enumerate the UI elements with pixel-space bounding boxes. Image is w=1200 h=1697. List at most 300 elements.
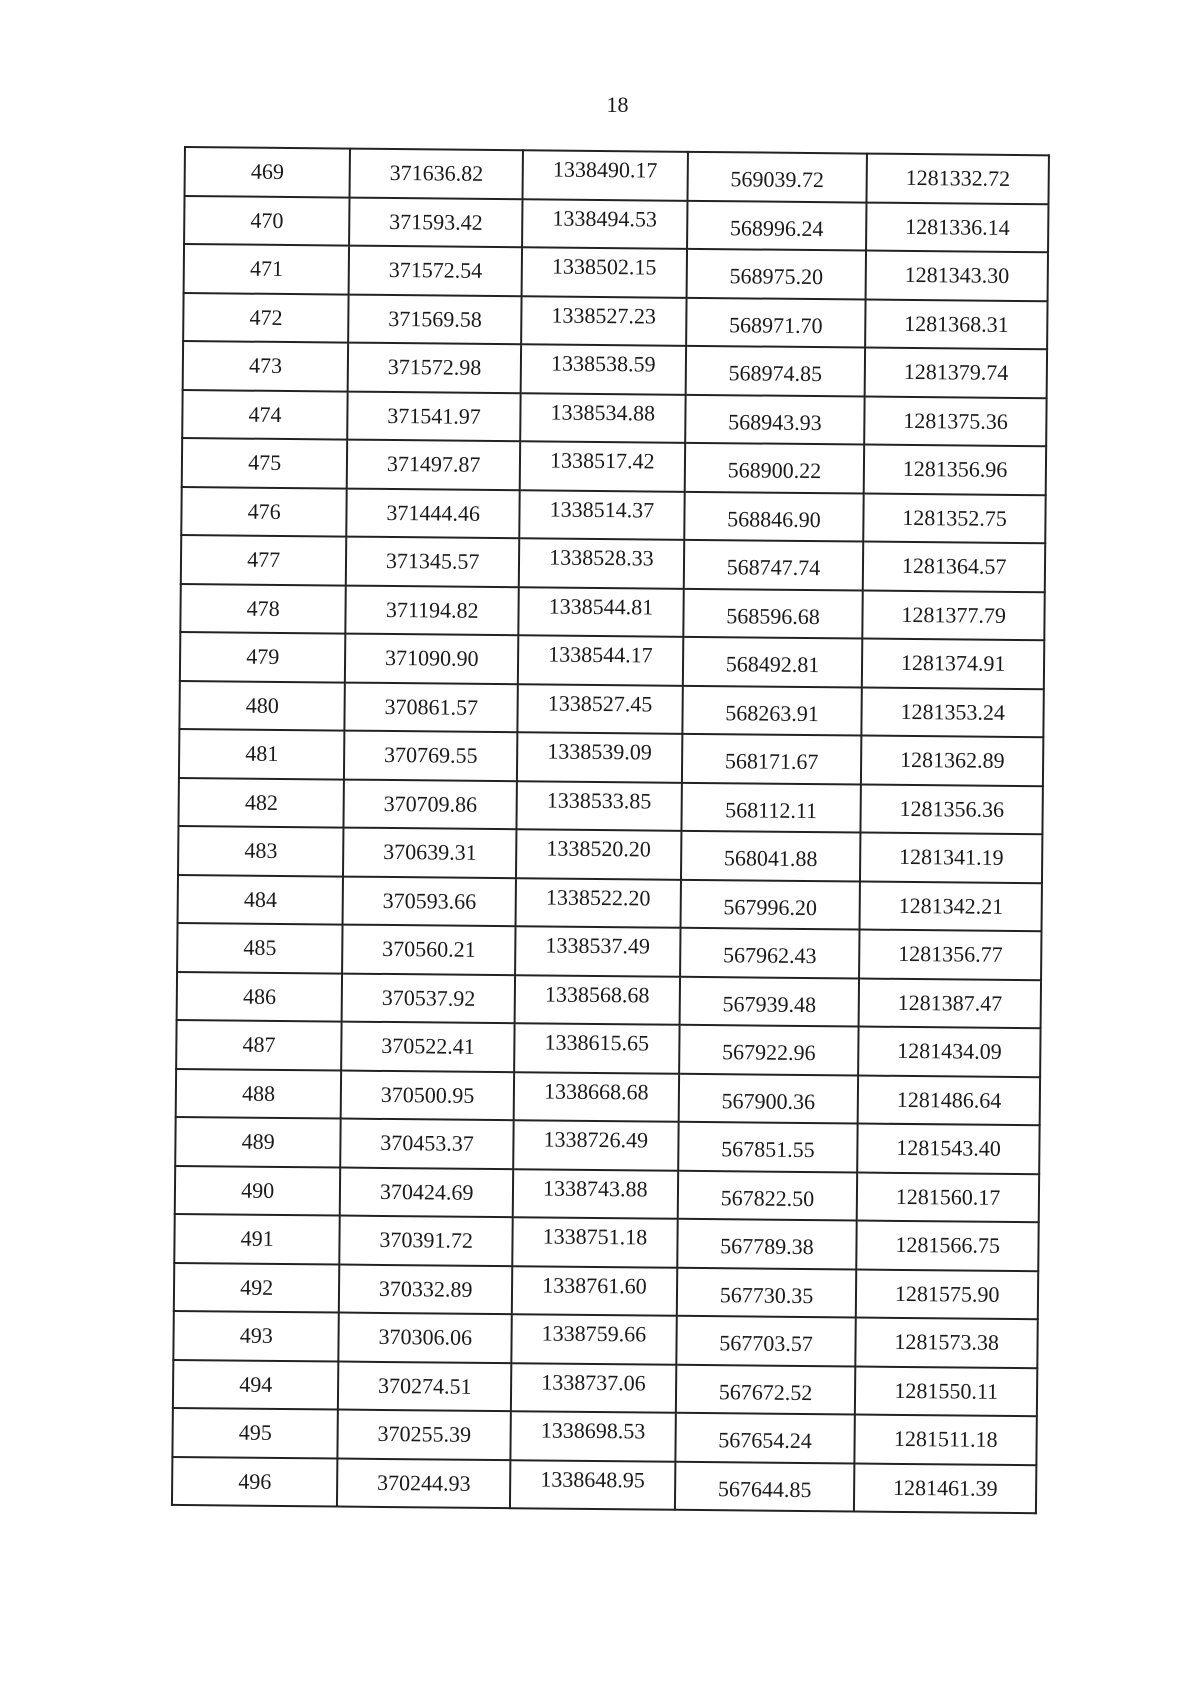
table-row <box>182 389 1046 446</box>
cell-value: 1338737.06 <box>541 1369 646 1396</box>
table-row <box>177 971 1041 1028</box>
cell-value: 1281375.36 <box>903 407 1008 434</box>
cell-value: 492 <box>240 1274 274 1300</box>
x-converted-cell <box>684 443 864 493</box>
cell-value: 568996.24 <box>729 214 824 241</box>
table-row <box>181 535 1045 592</box>
x-converted-cell <box>685 346 865 396</box>
cell-value: 490 <box>241 1177 275 1203</box>
table-row <box>185 147 1049 204</box>
x-converted-cell <box>677 1219 857 1269</box>
y-coordinate-cell <box>510 1460 675 1510</box>
cell-value: 1338668.68 <box>543 1078 649 1105</box>
cell-value: 1338533.85 <box>546 787 652 814</box>
cell-value: 567939.48 <box>722 990 817 1017</box>
table-row <box>179 680 1043 737</box>
cell-value: 1338539.09 <box>547 738 652 765</box>
cell-value: 567789.38 <box>720 1233 814 1260</box>
cell-value: 567822.50 <box>720 1184 815 1211</box>
y-converted-cell <box>865 299 1047 349</box>
table-row <box>178 874 1042 931</box>
cell-value: 1338568.68 <box>544 981 650 1008</box>
x-converted-cell <box>683 540 863 590</box>
cell-value: 474 <box>248 401 282 427</box>
cell-value: 371194.82 <box>385 596 479 623</box>
cell-value: 486 <box>242 983 277 1009</box>
x-converted-cell <box>678 1122 858 1172</box>
cell-value: 567922.96 <box>721 1039 816 1066</box>
cell-value: 370332.89 <box>378 1275 473 1302</box>
point-number-cell <box>184 196 350 246</box>
cell-value: 480 <box>245 692 279 718</box>
x-coordinate-cell <box>341 1119 514 1169</box>
x-converted-cell <box>679 976 859 1026</box>
table-row <box>172 1408 1036 1465</box>
cell-value: 1281362.89 <box>899 747 1005 774</box>
cell-value: 1281364.57 <box>901 553 1007 580</box>
x-coordinate-cell <box>341 1070 514 1120</box>
y-coordinate-cell <box>512 1217 677 1267</box>
y-coordinate-cell <box>518 587 683 637</box>
cell-value: 371593.42 <box>389 208 483 235</box>
x-coordinate-cell <box>345 682 518 732</box>
cell-value: 371541.97 <box>387 402 481 429</box>
y-coordinate-cell <box>516 781 681 831</box>
y-coordinate-cell <box>519 538 684 588</box>
table-row <box>179 729 1043 786</box>
cell-value: 1281575.90 <box>894 1280 1000 1307</box>
cell-value: 370709.86 <box>383 790 478 817</box>
y-converted-cell <box>864 493 1046 543</box>
table-row <box>174 1262 1038 1319</box>
cell-value: 469 <box>250 158 285 185</box>
cell-value: 371572.98 <box>387 354 482 381</box>
cell-value: 489 <box>241 1128 275 1155</box>
table-row <box>175 1117 1039 1174</box>
cell-value: 371572.54 <box>388 257 483 284</box>
point-number-cell <box>184 244 350 294</box>
point-number-cell <box>174 1262 340 1312</box>
y-converted-cell <box>862 639 1044 689</box>
cell-value: 371444.46 <box>386 499 481 526</box>
cell-value: 483 <box>244 837 278 864</box>
cell-value: 1338537.49 <box>545 932 651 959</box>
y-coordinate-cell <box>514 1023 679 1073</box>
y-converted-cell <box>861 784 1043 834</box>
y-coordinate-cell <box>518 635 683 685</box>
x-coordinate-cell <box>348 294 521 344</box>
cell-value: 475 <box>248 449 282 476</box>
cell-value: 1338726.49 <box>543 1126 649 1153</box>
cell-value: 1338743.88 <box>543 1175 648 1202</box>
y-converted-cell <box>860 881 1042 931</box>
cell-value: 1281352.75 <box>902 504 1007 531</box>
cell-value: 485 <box>243 934 277 961</box>
cell-value: 1281356.77 <box>898 941 1003 968</box>
cell-value: 567996.20 <box>723 893 818 920</box>
cell-value: 494 <box>239 1371 273 1397</box>
point-number-cell <box>183 341 349 391</box>
table-row <box>174 1214 1038 1271</box>
x-coordinate-cell <box>338 1410 511 1460</box>
cell-value: 370560.21 <box>382 936 476 963</box>
table-row <box>184 196 1048 253</box>
y-converted-cell <box>860 833 1042 883</box>
cell-value: 568943.93 <box>728 408 822 435</box>
y-coordinate-cell <box>523 150 688 200</box>
cell-value: 370244.93 <box>377 1469 471 1496</box>
cell-value: 1338514.37 <box>549 496 655 523</box>
y-converted-cell <box>857 1172 1039 1222</box>
coordinate-table <box>171 146 1050 1514</box>
cell-value: 568041.88 <box>723 845 818 872</box>
x-converted-cell <box>677 1267 857 1317</box>
cell-value: 1338615.65 <box>544 1029 650 1056</box>
x-converted-cell <box>675 1461 855 1511</box>
y-converted-cell <box>858 1027 1040 1077</box>
cell-value: 1281341.19 <box>898 844 1004 871</box>
y-converted-cell <box>867 154 1049 204</box>
cell-value: 1281387.47 <box>897 989 1003 1016</box>
table-row <box>181 486 1045 543</box>
y-converted-cell <box>856 1318 1038 1368</box>
x-coordinate-cell <box>343 876 516 926</box>
y-converted-cell <box>856 1269 1038 1319</box>
y-converted-cell <box>862 687 1044 737</box>
cell-value: 471 <box>249 255 284 282</box>
cell-value: 567644.85 <box>717 1475 812 1502</box>
cell-value: 568975.20 <box>729 263 824 290</box>
y-converted-cell <box>861 736 1043 786</box>
cell-value: 482 <box>244 789 279 815</box>
x-converted-cell <box>685 394 865 444</box>
cell-value: 371569.58 <box>388 305 482 332</box>
point-number-cell <box>182 438 348 488</box>
x-converted-cell <box>683 637 863 687</box>
cell-value: 1338490.17 <box>552 156 658 183</box>
y-converted-cell <box>855 1415 1037 1465</box>
point-number-cell <box>172 1408 338 1458</box>
point-number-cell <box>178 826 344 876</box>
cell-value: 476 <box>247 498 281 524</box>
cell-value: 470 <box>250 207 284 233</box>
y-converted-cell <box>864 445 1046 495</box>
x-coordinate-cell <box>339 1313 512 1363</box>
cell-value: 1338648.95 <box>540 1466 645 1493</box>
cell-value: 1338520.20 <box>546 835 652 862</box>
point-number-cell <box>181 486 347 536</box>
y-coordinate-cell <box>511 1314 676 1364</box>
table-row <box>183 293 1047 350</box>
cell-value: 370453.37 <box>380 1130 474 1157</box>
x-coordinate-cell <box>342 925 515 975</box>
cell-value: 370639.31 <box>383 839 477 866</box>
x-coordinate-cell <box>344 731 517 781</box>
cell-value: 567672.52 <box>718 1378 813 1405</box>
x-coordinate-cell <box>349 197 522 247</box>
x-coordinate-cell <box>344 779 517 829</box>
cell-value: 1338534.88 <box>550 399 656 426</box>
cell-value: 370255.39 <box>377 1421 472 1448</box>
point-number-cell <box>175 1117 341 1167</box>
cell-value: 1338759.66 <box>541 1320 647 1347</box>
point-number-cell <box>174 1214 340 1264</box>
table-row <box>180 632 1044 689</box>
cell-value: 370391.72 <box>379 1227 474 1254</box>
cell-value: 370593.66 <box>382 887 477 914</box>
y-converted-cell <box>866 202 1048 252</box>
y-converted-cell <box>863 590 1045 640</box>
cell-value: 567851.55 <box>721 1136 815 1163</box>
y-converted-cell <box>859 978 1041 1028</box>
point-number-cell <box>172 1456 338 1506</box>
y-coordinate-cell <box>510 1411 675 1461</box>
x-coordinate-cell <box>347 488 520 538</box>
x-converted-cell <box>679 1025 859 1075</box>
x-converted-cell <box>680 928 860 978</box>
cell-value: 1281573.38 <box>894 1329 1000 1356</box>
x-converted-cell <box>681 831 861 881</box>
cell-value: 568971.70 <box>728 311 823 338</box>
y-converted-cell <box>857 1221 1039 1271</box>
x-coordinate-cell <box>342 1022 515 1072</box>
x-coordinate-cell <box>346 537 519 587</box>
cell-value: 567703.57 <box>719 1330 813 1357</box>
cell-value: 1281353.24 <box>900 698 1006 725</box>
y-coordinate-cell <box>520 393 685 443</box>
cell-value: 370522.41 <box>381 1033 475 1060</box>
cell-value: 370424.69 <box>379 1178 474 1205</box>
x-coordinate-cell <box>345 634 518 684</box>
cell-value: 1338544.17 <box>548 641 653 668</box>
cell-value: 1281377.79 <box>901 601 1007 628</box>
x-coordinate-cell <box>347 440 520 490</box>
cell-value: 1338527.45 <box>547 690 653 717</box>
cell-value: 1338527.23 <box>551 302 657 329</box>
cell-value: 1281461.39 <box>892 1474 998 1501</box>
y-converted-cell <box>866 251 1048 301</box>
x-converted-cell <box>686 249 866 299</box>
point-number-cell <box>175 1165 341 1215</box>
cell-value: 478 <box>246 595 280 621</box>
y-coordinate-cell <box>521 344 686 394</box>
point-number-cell <box>177 923 343 973</box>
cell-value: 493 <box>239 1322 273 1349</box>
y-converted-cell <box>859 930 1041 980</box>
x-coordinate-cell <box>348 391 521 441</box>
x-converted-cell <box>676 1316 856 1366</box>
x-coordinate-cell <box>338 1361 511 1411</box>
cell-value: 567654.24 <box>718 1427 812 1454</box>
y-coordinate-cell <box>516 878 681 928</box>
cell-value: 488 <box>241 1080 276 1106</box>
cell-value: 477 <box>247 546 281 573</box>
cell-value: 567962.43 <box>722 942 817 969</box>
cell-value: 568492.81 <box>725 651 820 678</box>
y-coordinate-cell <box>511 1363 676 1413</box>
point-number-cell <box>178 874 344 924</box>
cell-value: 472 <box>249 304 283 330</box>
table-row <box>172 1456 1036 1513</box>
cell-value: 371345.57 <box>385 548 480 575</box>
cell-value: 568596.68 <box>726 602 820 629</box>
x-converted-cell <box>687 152 867 202</box>
table-row <box>173 1359 1037 1416</box>
y-coordinate-cell <box>519 490 684 540</box>
y-coordinate-cell <box>515 975 680 1025</box>
point-number-cell <box>179 729 345 779</box>
table-row <box>182 438 1046 495</box>
cell-value: 370769.55 <box>383 742 478 769</box>
y-coordinate-cell <box>522 199 687 249</box>
cell-value: 1338544.81 <box>548 593 654 620</box>
table-row <box>176 1020 1040 1077</box>
cell-value: 1281434.09 <box>897 1038 1002 1065</box>
cell-value: 1281486.64 <box>896 1086 1002 1113</box>
cell-value: 496 <box>238 1468 272 1494</box>
y-coordinate-cell <box>517 732 682 782</box>
x-converted-cell <box>681 782 861 832</box>
x-coordinate-cell <box>342 973 515 1023</box>
cell-value: 569039.72 <box>730 166 825 193</box>
cell-value: 1338761.60 <box>542 1272 647 1299</box>
x-converted-cell <box>683 588 863 638</box>
cell-value: 1281356.96 <box>902 456 1008 483</box>
cell-value: 481 <box>245 740 279 767</box>
cell-value: 567900.36 <box>721 1087 816 1114</box>
x-converted-cell <box>682 734 862 784</box>
cell-value: 495 <box>238 1419 272 1446</box>
y-coordinate-cell <box>520 441 685 491</box>
cell-value: 568263.91 <box>725 699 819 726</box>
cell-value: 1281560.17 <box>895 1183 1001 1210</box>
cell-value: 1338538.59 <box>550 350 656 377</box>
table-row <box>183 341 1047 398</box>
cell-value: 370500.95 <box>380 1081 475 1108</box>
point-number-cell <box>173 1311 339 1361</box>
point-number-cell <box>173 1359 339 1409</box>
cell-value: 568974.85 <box>728 360 823 387</box>
cell-value: 484 <box>243 886 278 912</box>
x-coordinate-cell <box>349 246 522 296</box>
cell-value: 370861.57 <box>384 693 479 720</box>
cell-value: 371636.82 <box>389 160 484 187</box>
y-converted-cell <box>858 1075 1040 1125</box>
x-converted-cell <box>682 685 862 735</box>
point-number-cell <box>176 1020 342 1070</box>
x-converted-cell <box>675 1413 855 1463</box>
cell-value: 1281336.14 <box>905 213 1010 240</box>
x-converted-cell <box>687 200 867 250</box>
x-converted-cell <box>677 1170 857 1220</box>
table-row <box>178 826 1042 883</box>
x-coordinate-cell <box>340 1167 513 1217</box>
cell-value: 1338528.33 <box>549 544 654 571</box>
cell-value: 1281550.11 <box>894 1377 999 1404</box>
point-number-cell <box>176 1068 342 1118</box>
y-converted-cell <box>855 1366 1037 1416</box>
cell-value: 567730.35 <box>719 1281 814 1308</box>
cell-value: 1281343.30 <box>904 262 1010 289</box>
cell-value: 1281543.40 <box>896 1135 1001 1162</box>
cell-value: 371497.87 <box>386 451 481 478</box>
y-coordinate-cell <box>522 247 687 297</box>
x-converted-cell <box>684 491 864 541</box>
x-coordinate-cell <box>346 585 519 635</box>
y-coordinate-cell <box>517 684 682 734</box>
page-number: 18 <box>606 92 629 117</box>
x-converted-cell <box>676 1364 856 1414</box>
table-row <box>176 1068 1040 1125</box>
point-number-cell <box>178 777 344 827</box>
cell-value: 1338522.20 <box>545 884 651 911</box>
cell-value: 1281566.75 <box>895 1232 1001 1259</box>
cell-value: 568846.90 <box>727 505 821 532</box>
cell-value: 568747.74 <box>726 554 821 581</box>
cell-value: 370537.92 <box>381 984 476 1011</box>
point-number-cell <box>180 632 346 682</box>
table-row <box>184 244 1048 301</box>
table-row <box>175 1165 1039 1222</box>
y-coordinate-cell <box>521 296 686 346</box>
table-row <box>173 1311 1037 1368</box>
x-converted-cell <box>680 879 860 929</box>
cell-value: 1338698.53 <box>540 1417 646 1444</box>
cell-value: 1338494.53 <box>552 205 658 232</box>
table-row <box>180 583 1044 640</box>
point-number-cell <box>179 680 345 730</box>
point-number-cell <box>180 583 346 633</box>
y-coordinate-cell <box>515 926 680 976</box>
y-coordinate-cell <box>516 829 681 879</box>
cell-value: 568171.67 <box>724 748 819 775</box>
x-coordinate-cell <box>348 343 521 393</box>
cell-value: 370274.51 <box>377 1372 472 1399</box>
cell-value: 1338751.18 <box>542 1223 648 1250</box>
cell-value: 1281374.91 <box>900 650 1006 677</box>
y-coordinate-cell <box>514 1072 679 1122</box>
cell-value: 479 <box>246 643 280 670</box>
cell-value: 1281342.21 <box>898 892 1004 919</box>
y-coordinate-cell <box>513 1120 678 1170</box>
table-row <box>178 777 1042 834</box>
y-converted-cell <box>854 1463 1036 1513</box>
point-number-cell <box>181 535 347 585</box>
x-coordinate-cell <box>339 1264 512 1314</box>
point-number-cell <box>183 293 349 343</box>
y-converted-cell <box>864 396 1046 446</box>
x-converted-cell <box>686 297 866 347</box>
x-coordinate-cell <box>350 149 523 199</box>
x-coordinate-cell <box>340 1216 513 1266</box>
cell-value: 1281356.36 <box>899 795 1005 822</box>
cell-value: 487 <box>242 1031 276 1058</box>
y-converted-cell <box>857 1124 1039 1174</box>
cell-value: 568112.11 <box>725 796 818 823</box>
cell-value: 1338517.42 <box>549 447 655 474</box>
cell-value: 1281511.18 <box>893 1426 998 1453</box>
y-converted-cell <box>865 348 1047 398</box>
y-converted-cell <box>863 542 1045 592</box>
cell-value: 370306.06 <box>378 1324 473 1351</box>
cell-value: 568900.22 <box>727 457 822 484</box>
table-body <box>172 147 1049 1513</box>
cell-value: 1338502.15 <box>551 253 657 280</box>
x-coordinate-cell <box>343 828 516 878</box>
x-coordinate-cell <box>337 1458 510 1508</box>
table-row <box>177 923 1041 980</box>
y-coordinate-cell <box>512 1266 677 1316</box>
